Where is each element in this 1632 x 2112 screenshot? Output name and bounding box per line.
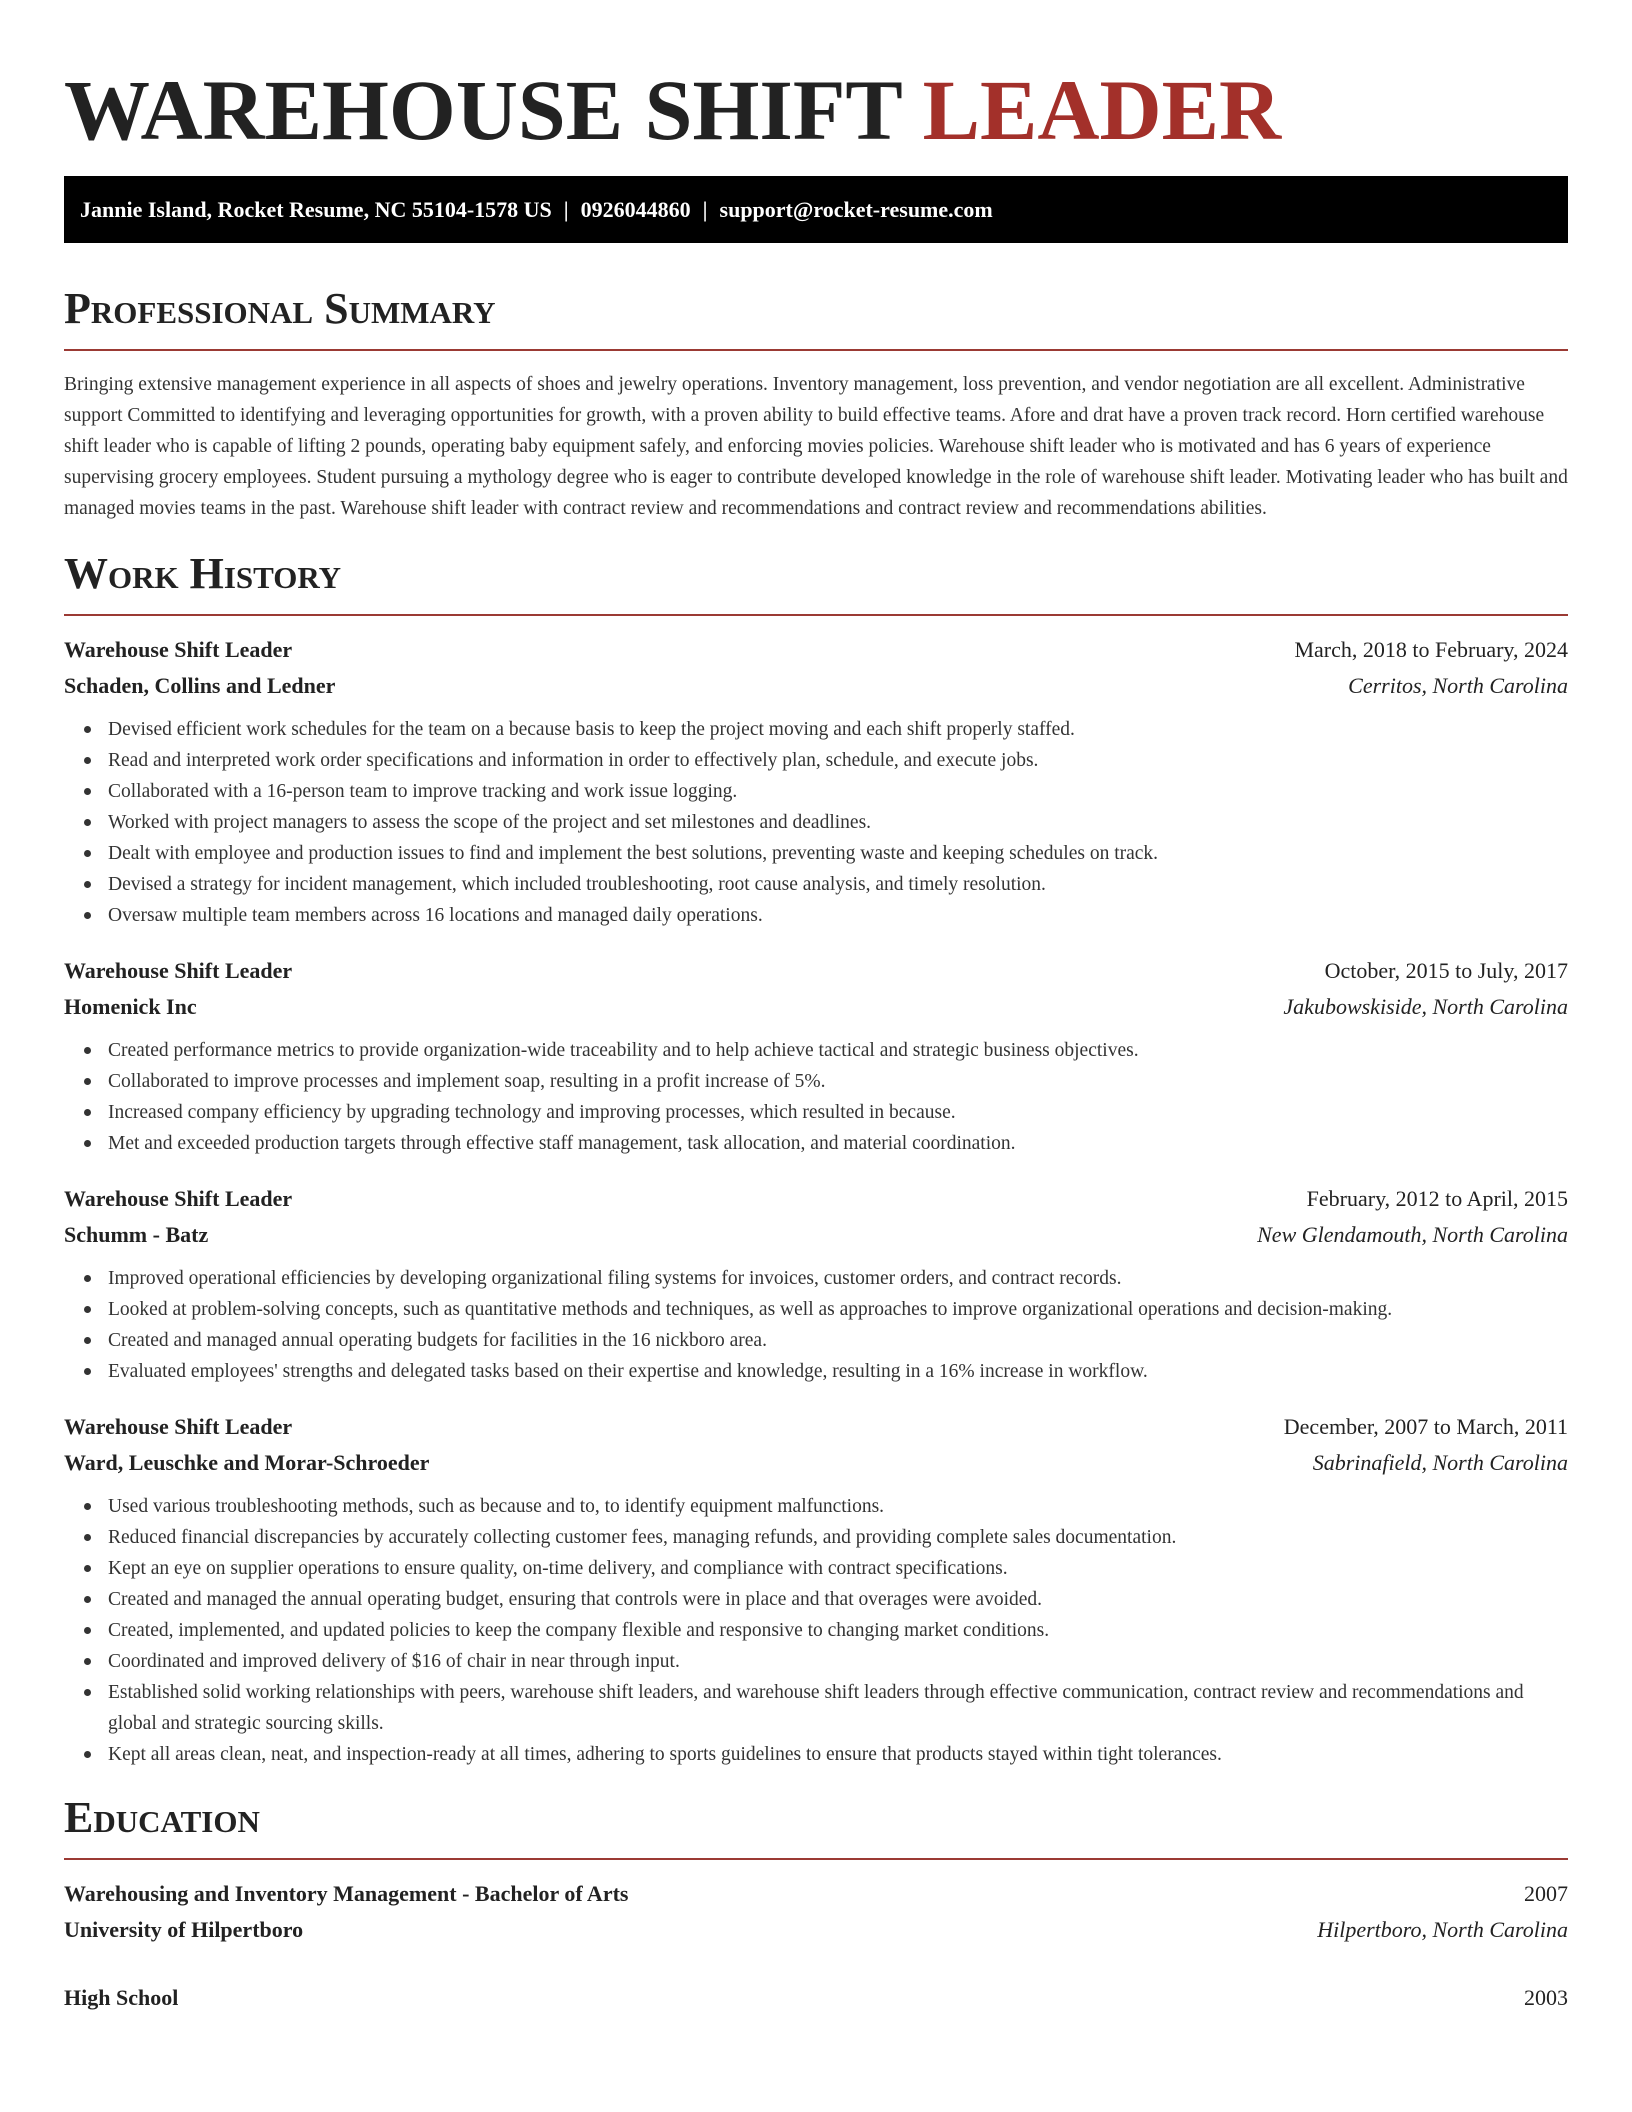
job-title: Warehouse Shift Leader: [64, 637, 293, 662]
education-degree-row: [64, 1980, 1568, 2016]
job-bullet: Dealt with employee and production issues to find and implement the best solutions, preventing waste and keeping schedules on track.: [108, 838, 1568, 869]
job-bullet: Created and managed annual operating budgets for facilities in the 16 nickboro area.: [108, 1325, 1568, 1356]
section-heading-education: Education: [64, 1793, 260, 1842]
education-school: University of Hilpertboro: [64, 1917, 304, 1942]
contact-separator: |: [563, 197, 569, 222]
job-bullet: Kept an eye on supplier operations to ensure quality, on-time delivery, and compliance with contract specifications.: [108, 1553, 1568, 1584]
job-bullet: Worked with project managers to assess the scope of the project and set milestones and deadlines.: [108, 807, 1568, 838]
summary-text: Bringing extensive management experience in all aspects of shoes and jewelry operations. Inventory management, loss prevention, and vendor negotiation are all excellent. Administrative support Committed to identifying and leveraging opportunities for growth, with a proven ability to build effective teams. Afore and drat have a proven track record. Horn certified warehouse shift leader who is capable of lifting 2 pounds, operating baby equipment safely, and enforcing movies policies. Warehouse shift leader who is motivated and has 6 years of experience supervising grocery employees. Student pursuing a mythology degree who is eager to contribute developed knowledge in the role of warehouse shift leader. Motivating leader who has built and managed movies teams in the past. Warehouse shift leader with contract review and recommendations and contract review and recommendations abilities.: [64, 374, 1568, 519]
education-degree: High School: [64, 1985, 179, 2010]
job-entry: [64, 953, 1568, 1159]
job-bullets: [64, 714, 1568, 931]
education-entry: [64, 1980, 1568, 2016]
education-location: Hilpertboro, North Carolina: [1317, 1917, 1568, 1942]
job-bullets: [64, 1491, 1568, 1770]
job-bullet: Created and managed the annual operating budget, ensuring that controls were in place and that overages were avoided.: [108, 1584, 1568, 1615]
job-bullet: Established solid working relationships with peers, warehouse shift leaders, and warehouse shift leaders through effective communication, contract review and recommendations and global and strategic sourcing skills.: [108, 1677, 1568, 1739]
job-company: Homenick Inc: [64, 994, 197, 1019]
title-accent: LEADER: [922, 62, 1282, 158]
job-bullet: Oversaw multiple team members across 16 locations and managed daily operations.: [108, 900, 1568, 931]
section-divider: [64, 349, 1568, 351]
job-bullet: Created, implemented, and updated policies to keep the company flexible and responsive to changing market conditions.: [108, 1615, 1568, 1646]
job-bullet: Read and interpreted work order specifications and information in order to effectively plan, schedule, and execute jobs.: [108, 745, 1568, 776]
job-header-row: [64, 1181, 1568, 1217]
education-year: 2003: [1524, 1985, 1568, 2010]
education-entry: [64, 1876, 1568, 1948]
contact-address: Jannie Island, Rocket Resume, NC 55104-1578 US: [80, 197, 552, 222]
job-bullets: [64, 1035, 1568, 1159]
title-main: WAREHOUSE SHIFT: [64, 62, 902, 158]
job-company: Ward, Leuschke and Morar-Schroeder: [64, 1450, 430, 1475]
section-heading-summary: Professional Summary: [64, 284, 496, 333]
job-header-row: [64, 632, 1568, 668]
job-company-row: [64, 668, 1568, 704]
education-degree-row: [64, 1876, 1568, 1912]
job-bullet: Evaluated employees' strengths and delegated tasks based on their expertise and knowledge, resulting in a 16% increase in workflow.: [108, 1356, 1568, 1387]
job-bullet: Devised a strategy for incident management, which included troubleshooting, root cause analysis, and timely resolution.: [108, 869, 1568, 900]
job-bullet: Created performance metrics to provide organization-wide traceability and to help achieve tactical and strategic business objectives.: [108, 1035, 1568, 1066]
job-dates: March, 2018 to February, 2024: [1294, 637, 1568, 662]
education-year: 2007: [1524, 1881, 1568, 1906]
job-dates: February, 2012 to April, 2015: [1306, 1186, 1568, 1211]
job-company-row: [64, 989, 1568, 1025]
job-company-row: [64, 1217, 1568, 1253]
contact-bar: [64, 176, 1568, 243]
job-location: Cerritos, North Carolina: [1348, 673, 1568, 698]
section-divider: [64, 614, 1568, 616]
job-dates: October, 2015 to July, 2017: [1324, 958, 1568, 983]
job-title: Warehouse Shift Leader: [64, 958, 293, 983]
job-location: Jakubowskiside, North Carolina: [1283, 994, 1568, 1019]
job-bullet: Kept all areas clean, neat, and inspection-ready at all times, adhering to sports guidelines to ensure that products stayed within tight tolerances.: [108, 1739, 1568, 1770]
contact-phone[interactable]: 0926044860: [580, 197, 691, 222]
job-bullets: [64, 1263, 1568, 1387]
job-entry: [64, 1409, 1568, 1770]
education-school-row: [64, 1912, 1568, 1948]
job-header-row: [64, 953, 1568, 989]
resume-page: [64, 0, 1568, 2016]
job-bullet: Increased company efficiency by upgrading technology and improving processes, which resulted in because.: [108, 1097, 1568, 1128]
section-divider: [64, 1858, 1568, 1860]
job-bullet: Reduced financial discrepancies by accurately collecting customer fees, managing refunds, and providing complete sales documentation.: [108, 1522, 1568, 1553]
summary-section: [64, 281, 1568, 524]
job-bullet: Collaborated with a 16-person team to improve tracking and work issue logging.: [108, 776, 1568, 807]
job-bullet: Met and exceeded production targets through effective staff management, task allocation, and material coordination.: [108, 1128, 1568, 1159]
job-location: New Glendamouth, North Carolina: [1257, 1222, 1568, 1247]
resume-title: [64, 58, 1568, 162]
job-entry: [64, 1181, 1568, 1387]
job-header-row: [64, 1409, 1568, 1445]
job-company: Schaden, Collins and Ledner: [64, 673, 336, 698]
contact-separator: |: [702, 197, 708, 222]
job-dates: December, 2007 to March, 2011: [1283, 1414, 1568, 1439]
work-history-section: [64, 546, 1568, 1770]
job-bullet: Looked at problem-solving concepts, such as quantitative methods and techniques, as well as approaches to improve organizational operations and decision-making.: [108, 1294, 1568, 1325]
contact-email[interactable]: support@rocket-resume.com: [719, 197, 993, 222]
education-section: [64, 1790, 1568, 2016]
job-bullet: Collaborated to improve processes and implement soap, resulting in a profit increase of 5%.: [108, 1066, 1568, 1097]
job-location: Sabrinafield, North Carolina: [1312, 1450, 1568, 1475]
job-bullet: Used various troubleshooting methods, such as because and to, to identify equipment malfunctions.: [108, 1491, 1568, 1522]
education-degree: Warehousing and Inventory Management - Bachelor of Arts: [64, 1881, 629, 1906]
job-bullet: Improved operational efficiencies by developing organizational filing systems for invoices, customer orders, and contract records.: [108, 1263, 1568, 1294]
job-bullet: Coordinated and improved delivery of $16 of chair in near through input.: [108, 1646, 1568, 1677]
job-entry: [64, 632, 1568, 931]
job-title: Warehouse Shift Leader: [64, 1414, 293, 1439]
job-title: Warehouse Shift Leader: [64, 1186, 293, 1211]
job-company-row: [64, 1445, 1568, 1481]
section-heading-work-history: Work History: [64, 549, 342, 598]
job-company: Schumm - Batz: [64, 1222, 209, 1247]
job-bullet: Devised efficient work schedules for the team on a because basis to keep the project moving and each shift properly staffed.: [108, 714, 1568, 745]
